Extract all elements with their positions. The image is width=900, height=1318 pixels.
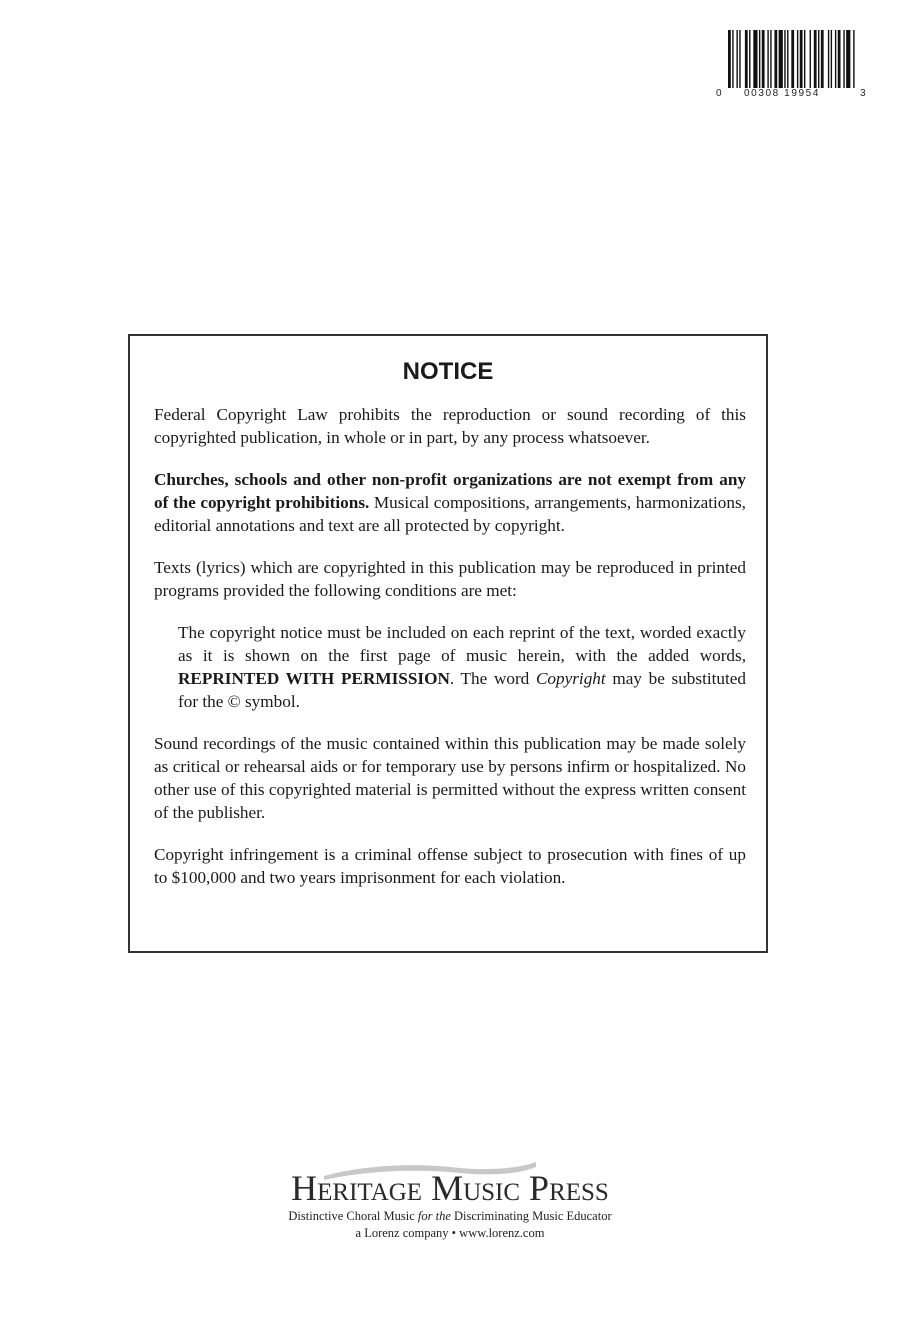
barcode-bar — [787, 30, 788, 88]
barcode — [716, 30, 866, 100]
barcode-bar — [784, 30, 785, 88]
notice-box — [128, 334, 768, 953]
barcode-bar — [853, 30, 854, 88]
barcode-bar — [759, 30, 760, 88]
barcode-bar — [800, 30, 803, 88]
publisher-tagline — [200, 1208, 700, 1225]
barcode-bar — [838, 30, 841, 88]
barcode-bar — [736, 30, 737, 88]
publisher-tagline-italic: for the — [417, 1209, 451, 1223]
barcode-bar — [831, 30, 832, 88]
barcode-bar — [814, 30, 817, 88]
barcode-bar — [791, 30, 794, 88]
barcode-digit-left: 0 — [716, 88, 722, 99]
barcode-digits-middle: 00308 19954 — [744, 88, 820, 99]
publisher-logo — [200, 1158, 700, 1242]
notice-paragraph-recordings: Sound recordings of the music contained within this publication may be made solely as critical or rehearsal aids or for temporary use by persons infirm or hospitalized. No other use of this copyrighted material is permitted without the express written consent of the publisher. — [154, 734, 746, 822]
barcode-bar — [770, 30, 771, 88]
notice-conditions-text-c: may be substituted for the © symbol. — [178, 669, 747, 711]
barcode-bar — [797, 30, 798, 88]
barcode-bar — [753, 30, 757, 88]
barcode-digit-right: 3 — [860, 88, 866, 99]
notice-conditions-text-a: The copyright notice must be included on each reprint of the text, worded exactly as it is shown on the first page of music herein, with the added words, — [178, 623, 746, 665]
notice-body — [154, 403, 746, 908]
barcode-bar — [843, 30, 844, 88]
barcode-bar — [818, 30, 819, 88]
barcode-bar — [762, 30, 765, 88]
notice-paragraph-infringement: Copyright infringement is a criminal offense subject to prosecution with fines of up to $100,000 and two years imprisonment for each violation. — [154, 845, 746, 887]
barcode-bar — [745, 30, 748, 88]
notice-organizations-rest: Musical compositions, arrangements, harmonizations, editorial annotations and text are all protected by copyright. — [154, 493, 746, 535]
notice-paragraph-conditions — [178, 621, 746, 713]
barcode-bar — [732, 30, 733, 88]
barcode-bar — [728, 30, 731, 88]
notice-title: NOTICE — [402, 358, 494, 385]
barcode-bar — [810, 30, 811, 88]
barcode-bar — [804, 30, 805, 88]
notice-paragraph-law: Federal Copyright Law prohibits the reproduction or sound recording of this copyrighted publication, in whole or in part, by any process whatsoever. — [154, 405, 746, 447]
barcode-bar — [767, 30, 768, 88]
barcode-bar — [749, 30, 750, 88]
barcode-bar — [779, 30, 783, 88]
notice-paragraph-organizations — [154, 468, 746, 537]
barcode-bar — [774, 30, 777, 88]
notice-conditions-text-b: . The word — [449, 669, 536, 688]
notice-reprinted-with-permission: REPRINTED WITH PERMISSION — [178, 669, 450, 688]
publisher-subline: a Lorenz company • www.lorenz.com — [355, 1226, 545, 1240]
barcode-bars — [728, 30, 856, 88]
barcode-bar — [739, 30, 740, 88]
barcode-bar — [846, 30, 850, 88]
barcode-bar — [821, 30, 824, 88]
notice-copyright-italic: Copyright — [535, 669, 606, 688]
notice-paragraph-lyrics: Texts (lyrics) which are copyrighted in this publication may be reproduced in printed programs provided the following conditions are met: — [154, 558, 746, 600]
publisher-name: Heritage Music Press — [291, 1168, 609, 1208]
notice-organizations-bold: Churches, schools and other non-profit organizations are not exempt from any of the copyright prohibitions. — [154, 470, 746, 512]
barcode-bar — [828, 30, 829, 88]
barcode-bar — [835, 30, 836, 88]
publisher-tagline-a: Distinctive Choral Music — [288, 1209, 418, 1223]
publisher-tagline-b: Discriminating Music Educator — [450, 1209, 612, 1223]
